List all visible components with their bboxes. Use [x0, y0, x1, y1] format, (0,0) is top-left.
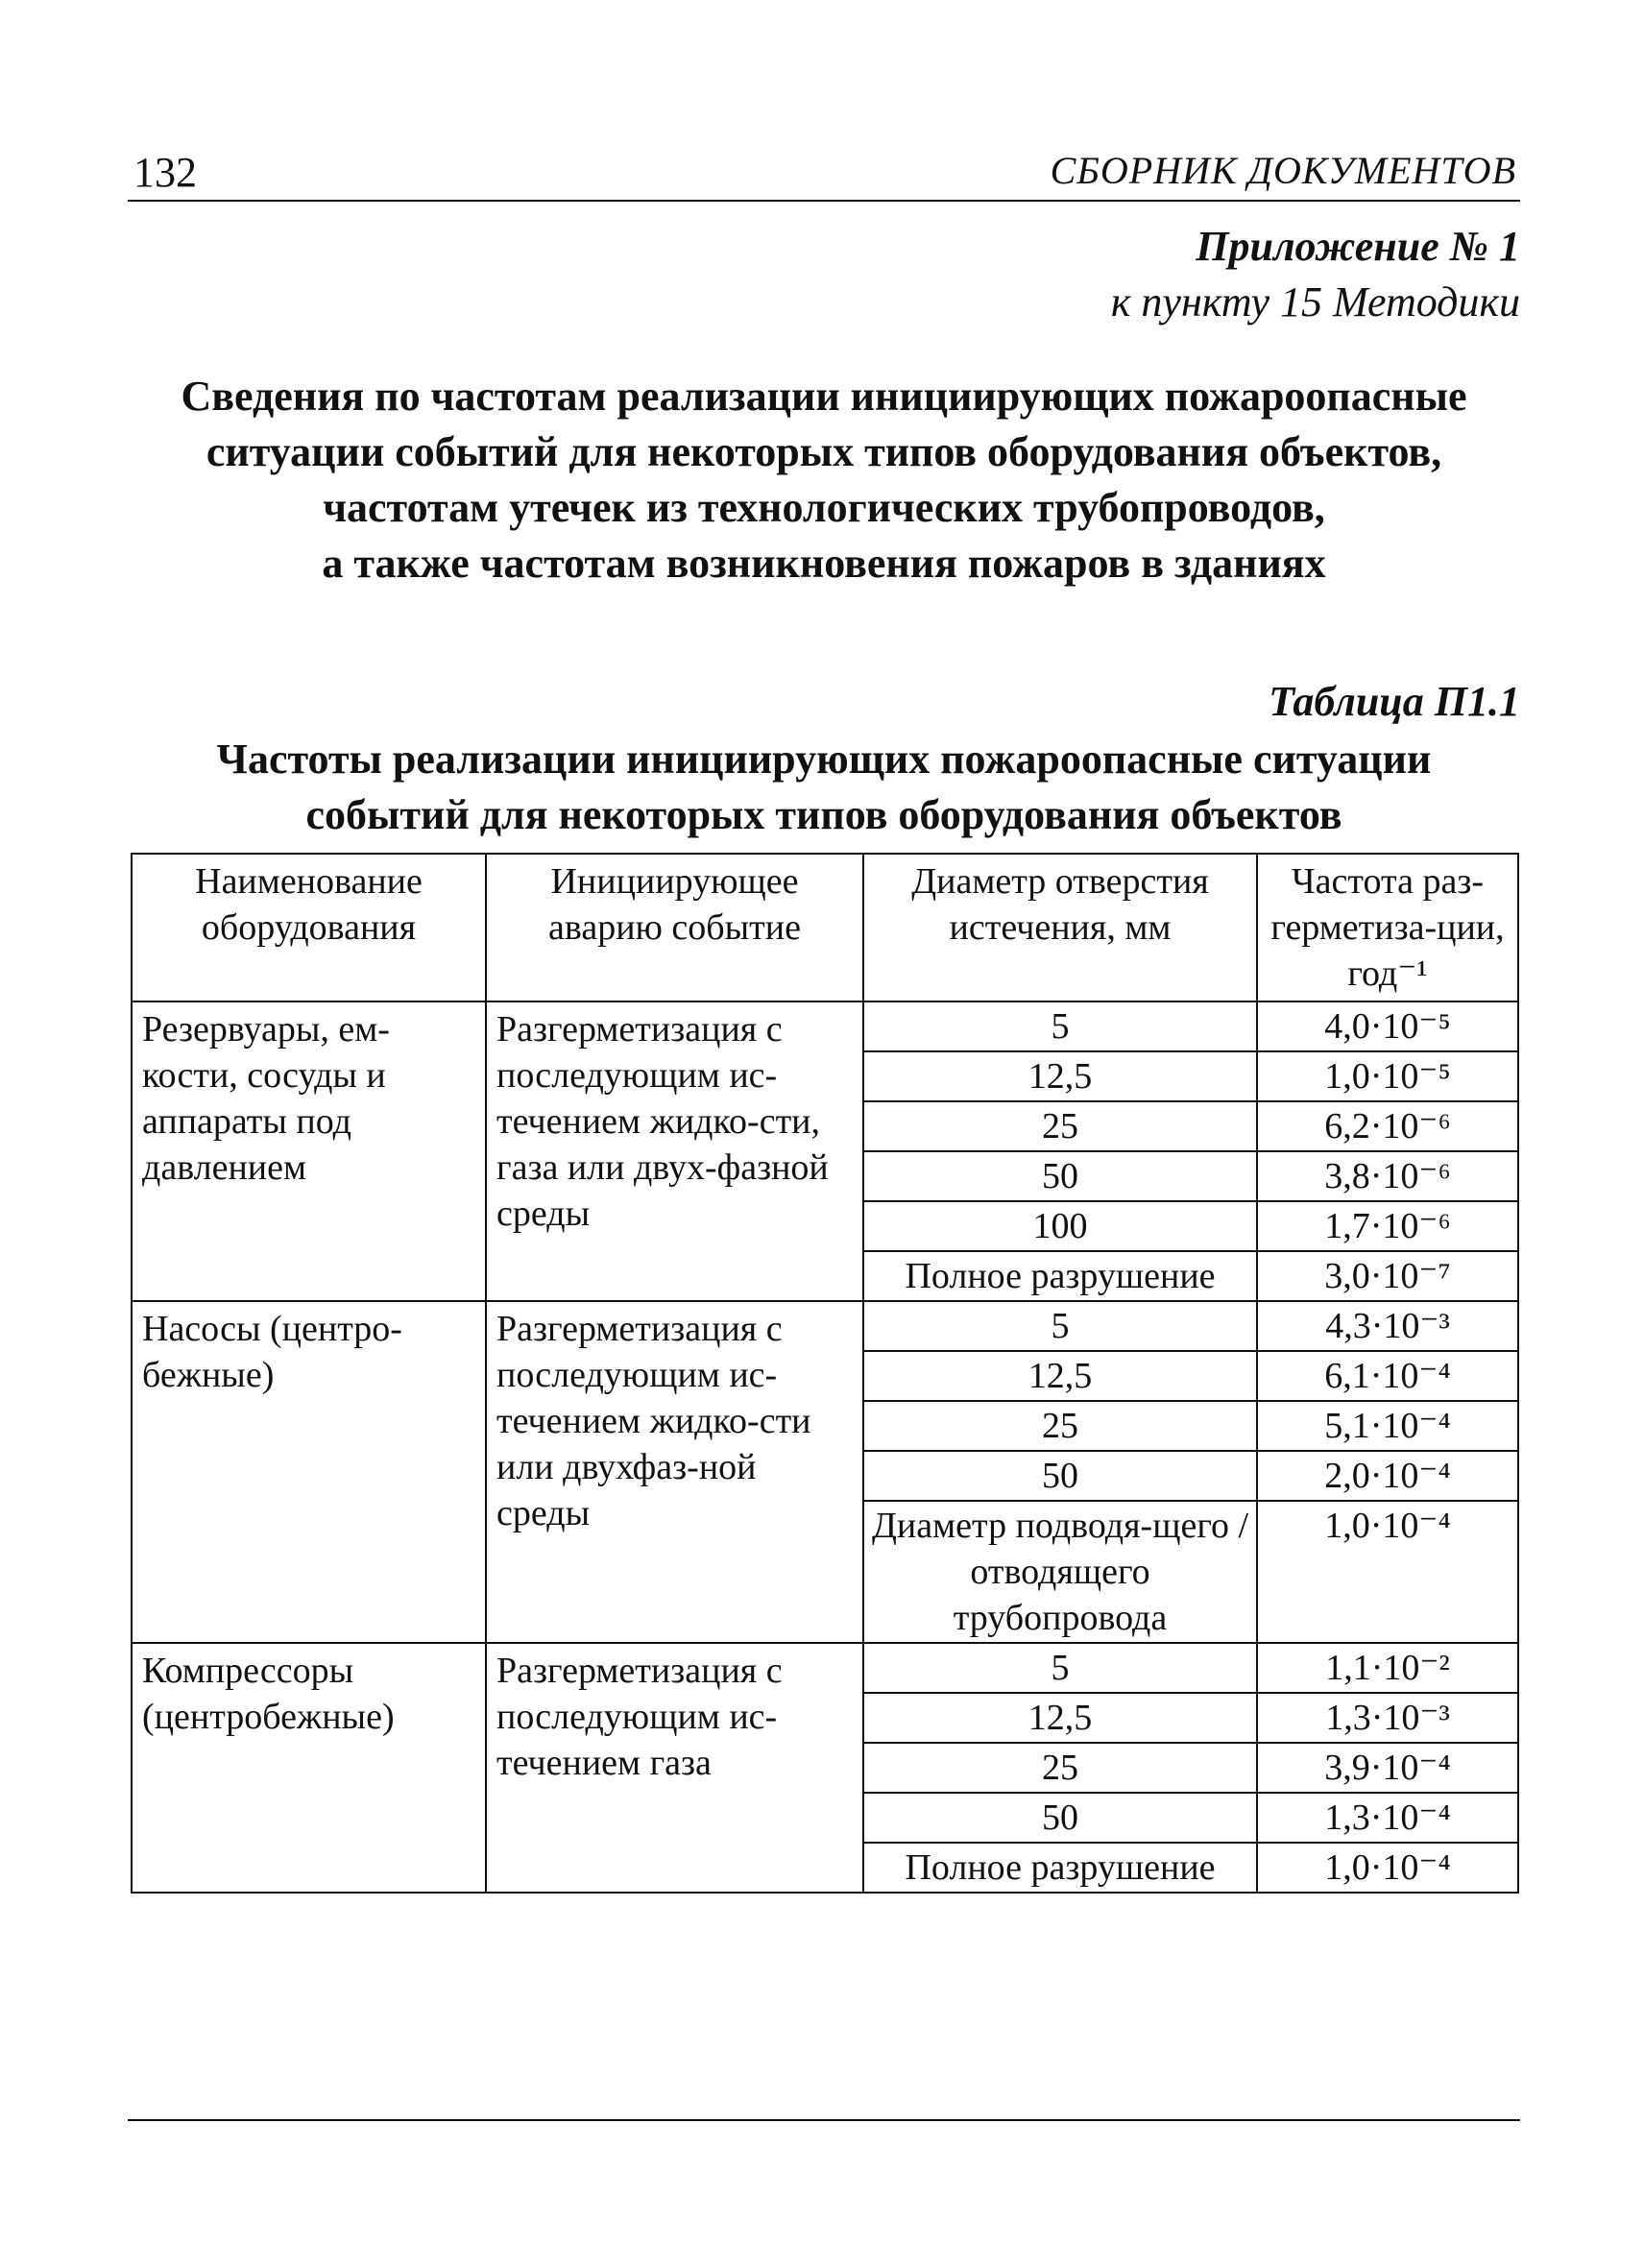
diameter-cell: Полное разрушение [863, 1251, 1257, 1301]
frequency-cell: 1,0·10⁻⁴ [1257, 1843, 1518, 1893]
diameter-cell: 5 [863, 1001, 1257, 1051]
event-cell: Разгерметизация с последующим ис-течением газа [486, 1643, 863, 1893]
frequency-cell: 2,0·10⁻⁴ [1257, 1451, 1518, 1501]
event-cell: Разгерметизация с последующим ис-течением жидко-сти или двухфаз-ной среды [486, 1301, 863, 1643]
diameter-cell: 50 [863, 1151, 1257, 1201]
frequency-cell: 1,0·10⁻⁴ [1257, 1501, 1518, 1643]
document-title [128, 369, 1520, 591]
frequency-cell: 4,0·10⁻⁵ [1257, 1001, 1518, 1051]
diameter-cell: 50 [863, 1793, 1257, 1843]
table-header-row [132, 854, 1518, 1001]
frequency-cell: 3,0·10⁻⁷ [1257, 1251, 1518, 1301]
title-line: а также частотам возникновения пожаров в зданиях [322, 540, 1326, 587]
title-line: Сведения по частотам реализации инициирующих пожароопасные [181, 373, 1467, 420]
equipment-cell: Насосы (центро-бежные) [132, 1301, 486, 1643]
diameter-cell: 5 [863, 1301, 1257, 1351]
diameter-cell: 25 [863, 1401, 1257, 1451]
header-diameter: Диаметр отверстия истечения, мм [863, 854, 1257, 1001]
table-title-line: Частоты реализации инициирующих пожароопасные ситуации [216, 736, 1432, 783]
diameter-cell: 25 [863, 1743, 1257, 1793]
appendix-clause: к пункту 15 Методики [1110, 278, 1520, 326]
page-number: 132 [133, 149, 197, 196]
frequency-cell: 1,7·10⁻⁶ [1257, 1201, 1518, 1251]
frequency-cell: 3,8·10⁻⁶ [1257, 1151, 1518, 1201]
table-row [132, 1301, 1518, 1351]
title-line: частотам утечек из технологических трубопроводов, [323, 484, 1325, 531]
diameter-cell: 12,5 [863, 1051, 1257, 1101]
frequency-cell: 1,3·10⁻⁴ [1257, 1793, 1518, 1843]
frequency-cell: 1,1·10⁻² [1257, 1643, 1518, 1693]
diameter-cell: 50 [863, 1451, 1257, 1501]
table-row [132, 1001, 1518, 1051]
header-frequency: Частота раз-герметиза-ции, год⁻¹ [1257, 854, 1518, 1001]
title-line: ситуации событий для некоторых типов оборудования объектов, [206, 428, 1442, 475]
page-header [128, 142, 1520, 202]
appendix-reference [1111, 219, 1520, 330]
diameter-cell: 100 [863, 1201, 1257, 1251]
footer-divider [128, 2119, 1520, 2121]
diameter-cell: Диаметр подводя-щего / отводящего трубопровода [863, 1501, 1257, 1643]
frequency-cell: 3,9·10⁻⁴ [1257, 1743, 1518, 1793]
header-event: Инициирующее аварию событие [486, 854, 863, 1001]
frequency-cell: 4,3·10⁻³ [1257, 1301, 1518, 1351]
diameter-cell: 25 [863, 1101, 1257, 1151]
event-cell: Разгерметизация с последующим ис-течением жидко-сти, газа или двух-фазной среды [486, 1001, 863, 1301]
diameter-cell: 12,5 [863, 1351, 1257, 1401]
table-row [132, 1643, 1518, 1693]
equipment-cell: Компрессоры (центробежные) [132, 1643, 486, 1893]
frequency-cell: 1,0·10⁻⁵ [1257, 1051, 1518, 1101]
diameter-cell: 12,5 [863, 1693, 1257, 1743]
equipment-cell: Резервуары, ем-кости, сосуды и аппараты под давлением [132, 1001, 486, 1301]
frequency-cell: 1,3·10⁻³ [1257, 1693, 1518, 1743]
frequency-cell: 5,1·10⁻⁴ [1257, 1401, 1518, 1451]
running-title: СБОРНИК ДОКУМЕНТОВ [1050, 149, 1516, 192]
diameter-cell: 5 [863, 1643, 1257, 1693]
appendix-label: Приложение № 1 [1196, 223, 1520, 270]
frequency-table [131, 853, 1519, 1894]
header-equipment: Наименование оборудования [132, 854, 486, 1001]
table-number: Таблица П1.1 [1269, 678, 1520, 725]
frequency-cell: 6,1·10⁻⁴ [1257, 1351, 1518, 1401]
table-title [128, 732, 1520, 843]
frequency-cell: 6,2·10⁻⁶ [1257, 1101, 1518, 1151]
table-title-line: событий для некоторых типов оборудования объектов [305, 791, 1342, 838]
diameter-cell: Полное разрушение [863, 1843, 1257, 1893]
